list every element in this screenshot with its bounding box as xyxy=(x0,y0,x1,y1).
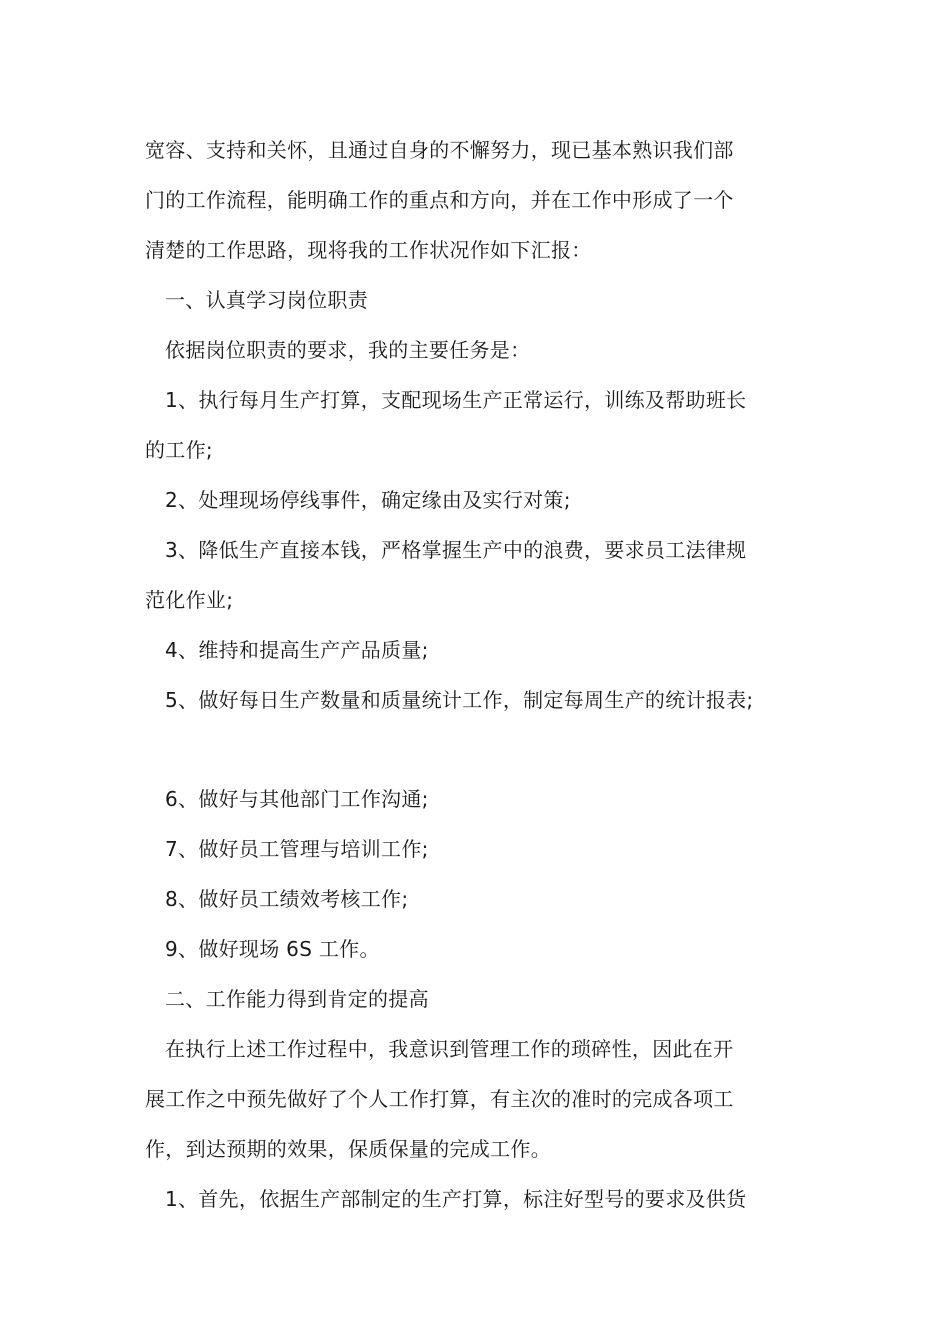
list-item: 8、做好员工绩效考核工作; xyxy=(165,887,409,911)
paragraph-line: 依据岗位职责的要求，我的主要任务是： xyxy=(165,338,531,362)
list-item: 9、做好现场 6S 工作。 xyxy=(165,937,380,961)
list-item: 3、降低生产直接本钱，严格掌握生产中的浪费，要求员工法律规 xyxy=(165,538,747,562)
list-item: 5、做好每日生产数量和质量统计工作，制定每周生产的统计报表; xyxy=(165,688,754,712)
list-item: 7、做好员工管理与培训工作; xyxy=(165,837,429,861)
paragraph-line: 展工作之中预先做好了个人工作打算，有主次的准时的完成各项工 xyxy=(145,1087,734,1111)
paragraph-line: 门的工作流程，能明确工作的重点和方向，并在工作中形成了一个 xyxy=(145,188,734,212)
list-item: 1、首先，依据生产部制定的生产打算，标注好型号的要求及供货 xyxy=(165,1187,747,1211)
list-item: 6、做好与其他部门工作沟通; xyxy=(165,787,429,811)
list-item-continuation: 范化作业; xyxy=(145,588,234,612)
paragraph-line: 宽容、支持和关怀，且通过自身的不懈努力，现已基本熟识我们部 xyxy=(145,138,734,162)
paragraph-line: 作，到达预期的效果，保质保量的完成工作。 xyxy=(145,1137,551,1161)
list-item: 4、维持和提高生产产品质量; xyxy=(165,638,429,662)
list-item: 2、处理现场停线事件，确定缘由及实行对策; xyxy=(165,488,571,512)
list-item: 1、执行每月生产打算，支配现场生产正常运行，训练及帮助班长 xyxy=(165,388,747,412)
list-item-continuation: 的工作; xyxy=(145,438,213,462)
section-heading: 二、工作能力得到肯定的提高 xyxy=(165,987,429,1011)
paragraph-line: 在执行上述工作过程中，我意识到管理工作的琐碎性，因此在开 xyxy=(165,1037,734,1061)
section-heading: 一、认真学习岗位职责 xyxy=(165,288,368,312)
paragraph-line: 清楚的工作思路，现将我的工作状况作如下汇报： xyxy=(145,238,592,262)
